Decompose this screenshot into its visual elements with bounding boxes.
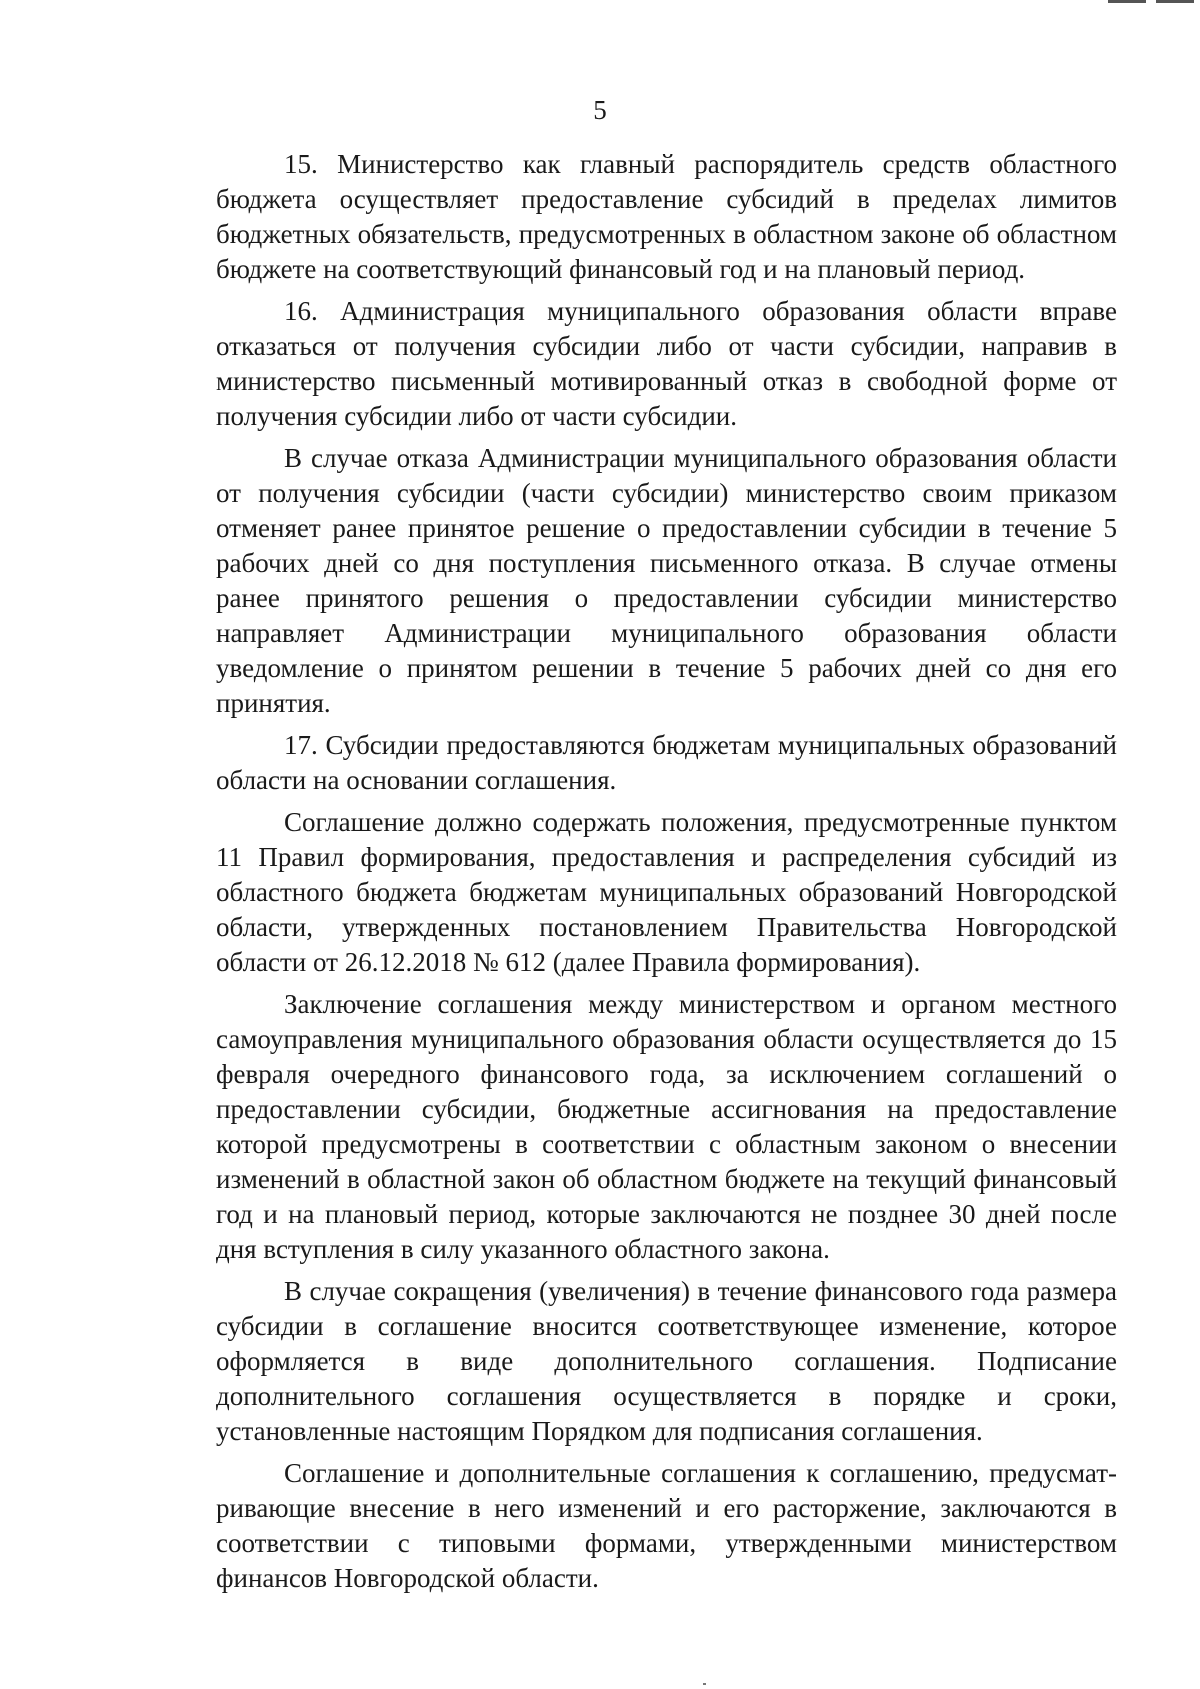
scan-edge-line [1108, 0, 1146, 3]
paragraph-subsidy-change: В случае сокращения (увеличения) в течение финансового года размера субсидии в соглашение вносится соответствующее изменение, которое оформляется в виде дополнительного соглашения. Подписание дополнительного соглашения осуществляется в порядке и сроки, установленные настоящим Порядком для подписания соглашения. [216, 1276, 1117, 1446]
paragraph-agreement-contents: Соглашение должно содержать положения, предусмотренные пунктом 11 Правил формирования, предоставления и распределения субсидий из областного бюджета бюджетам муниципальных образований Новгородской области, утвержденных постановлением Правительства Новгородской области от 26.12.2018 № 612 (далее Правила формирования). [216, 807, 1117, 977]
page-number: 5 [593, 95, 607, 125]
scan-edge-mark [1108, 0, 1194, 3]
scan-artifact-dot [703, 1683, 706, 1685]
paragraph-agreement-conclusion: Заключение соглашения между министерством и органом местного самоуправления муниципального образования области осуществляется до 15 февраля очередного финансового года, за исключением соглашений о предоставлении субсидии, бюджетные ассигнования на предоставление которой предусмотрены в соответствии с областным законом о внесении изменений в областной закон об областном бюджете на текущий финансовый год и на плановый период, которые заключаются не позднее 30 дней после дня вступления в силу указанного областного закона. [216, 989, 1117, 1264]
document-body [216, 147, 1117, 1603]
scan-edge-line [1156, 0, 1194, 3]
paragraph-item-17: 17. Субсидии предоставляются бюджетам муниципальных образований области на основании соглашения. [216, 730, 1117, 795]
paragraph-item-16: 16. Администрация муниципального образования области вправе отказаться от получения субсидии либо от части субсидии, направив в министерство письменный мотивированный отказ в свободной форме от получения субсидии либо от части субсидии. [216, 296, 1117, 431]
paragraph-standard-forms: Соглашение и дополнительные соглашения к соглашению, предусматривающие внесение в него изменений и его расторжение, заключаются в соответствии с типовыми формами, утвержденными министерством финансов Новгородской области. [216, 1458, 1117, 1593]
paragraph-refusal-case: В случае отказа Администрации муниципального образования области от получения субсидии (части субсидии) министерство своим приказом отменяет ранее принятое решение о предоставлении субсидии в течение 5 рабочих дней со дня поступления письменного отказа. В случае отмены ранее принятого решения о предоставлении субсидии министерство направляет Администрации муниципального образования области уведомление о принятом решении в течение 5 рабочих дней со дня его принятия. [216, 443, 1117, 718]
paragraph-item-15: 15. Министерство как главный распорядитель средств областного бюджета осуществляет предоставление субсидий в пределах лимитов бюджетных обязательств, предусмотренных в областном законе об областном бюджете на соответствующий финансовый год и на плановый период. [216, 149, 1117, 284]
